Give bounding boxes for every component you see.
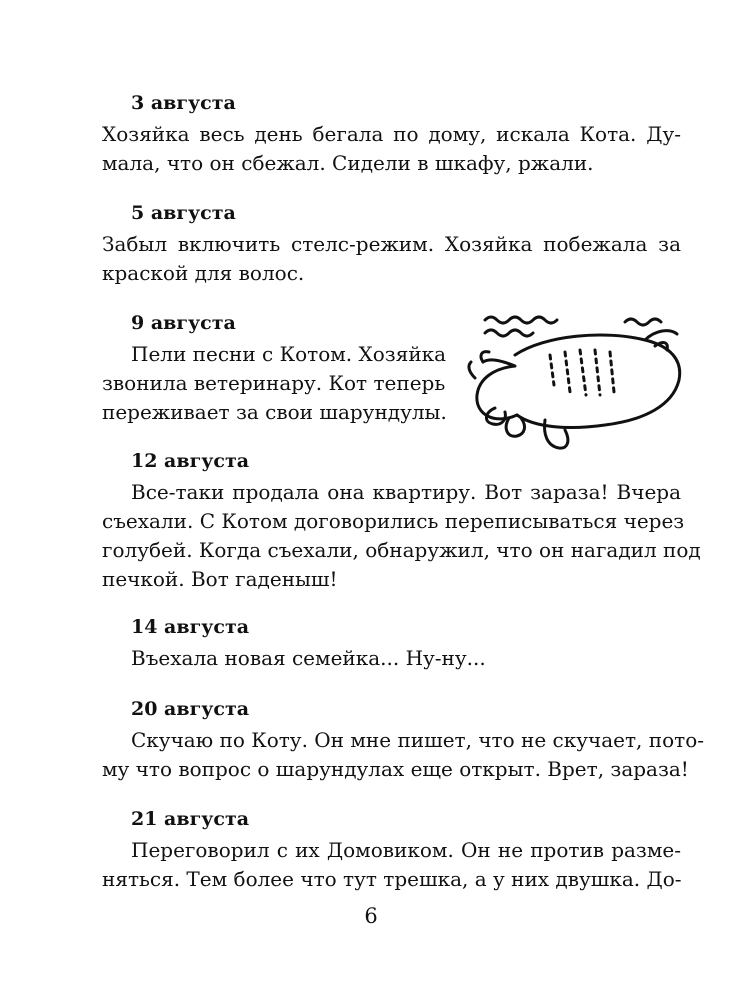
text-line: съехали. С Котом договорились переписываться через: [102, 509, 685, 533]
text-line: переживает за свои шарундулы.: [102, 400, 447, 424]
entry-date: 21 августа: [131, 808, 250, 830]
diary-entry: [102, 312, 447, 427]
text-line: звонила ветеринару. Кот теперь: [102, 371, 446, 395]
text-line: Хозяйка весь день бегала по дому, искала Кота. Ду-: [102, 122, 681, 146]
entry-date: 9 августа: [131, 312, 236, 334]
entry-text: [131, 644, 681, 673]
entry-text: [102, 726, 704, 784]
text-line: му что вопрос о шарундулах еще открыт. Врет, зараза!: [102, 757, 689, 781]
squiggle-line: [485, 330, 533, 336]
squiggle-line: [485, 317, 557, 323]
text-line: мала, что он сбежал. Сидели в шкафу, ржали.: [102, 151, 594, 175]
text-line: Пели песни с Котом. Хозяйка: [131, 342, 447, 366]
text-line: печкой. Вот гаденыш!: [102, 567, 338, 591]
diary-entry: [102, 202, 681, 288]
text-line: Скучаю по Коту. Он мне пишет, что не скучает, пото-: [131, 728, 704, 752]
diary-entry: [102, 450, 701, 594]
text-line: краской для волос.: [102, 261, 305, 285]
entry-text: [102, 836, 682, 894]
diary-entry: [102, 808, 682, 894]
entry-text: [102, 120, 681, 178]
squiggle-line: [625, 319, 661, 325]
page-number: 6: [364, 904, 378, 928]
diary-entry: [131, 616, 681, 673]
text-line: голубей. Когда съехали, обнаружил, что он нагадил под: [102, 538, 701, 562]
entry-date: 5 августа: [131, 202, 236, 224]
entry-date: 20 августа: [131, 698, 250, 720]
entry-date: 3 августа: [131, 92, 236, 114]
text-line: Забыл включить стелс-режим. Хозяйка побежала за: [102, 232, 681, 256]
entry-text: [102, 230, 681, 288]
text-line: няться. Тем более что тут трешка, а у них двушка. До-: [102, 867, 682, 891]
entry-date: 14 августа: [131, 616, 250, 638]
diary-entry: [102, 698, 704, 784]
text-line: Въехала новая семейка... Ну-ну...: [131, 646, 486, 670]
text-line: Переговорил с их Домовиком. Он не против разме-: [131, 838, 681, 862]
entry-date: 12 августа: [131, 450, 250, 472]
entry-text: [102, 478, 701, 594]
text-line: Все-таки продала она квартиру. Вот зараза! Вчера: [131, 480, 681, 504]
diary-entry: [102, 92, 681, 178]
cat-sleeping-illustration: [455, 300, 690, 455]
entry-text: [102, 340, 447, 427]
